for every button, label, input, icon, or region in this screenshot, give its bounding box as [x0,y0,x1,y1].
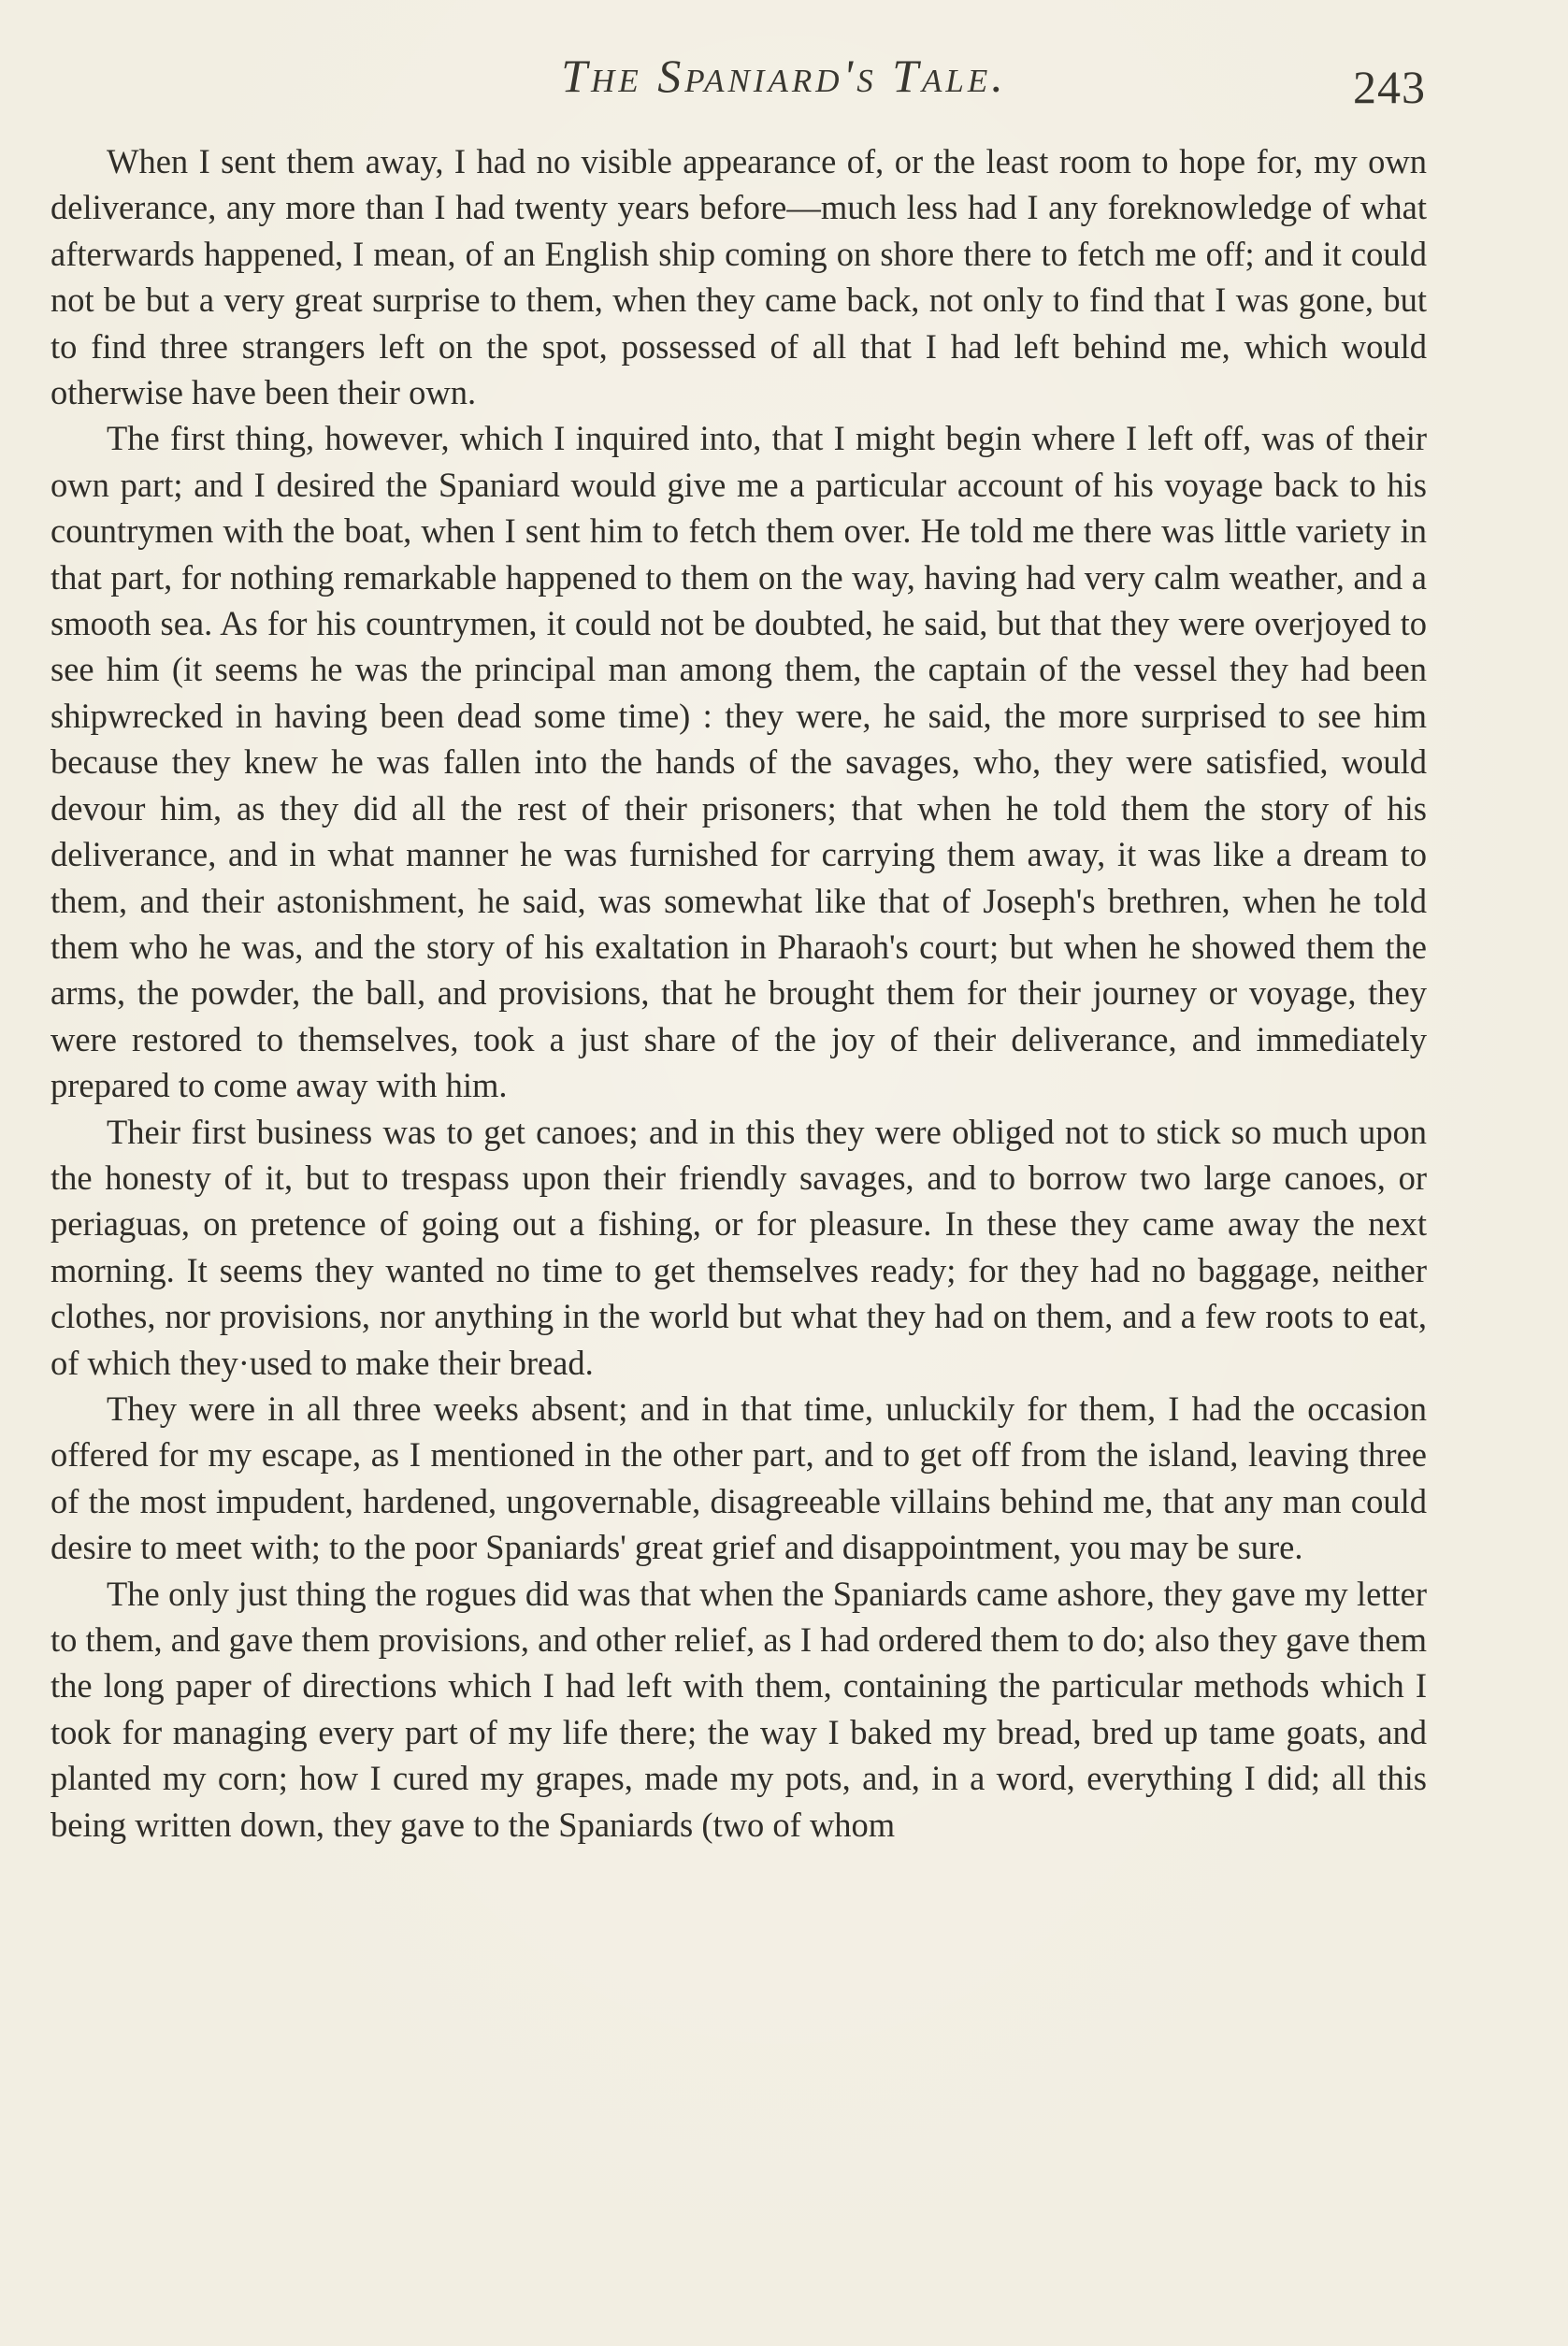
running-head [0,49,1568,114]
paragraph-5: The only just thing the rogues did was that when the Spaniards came ashore, they gave my letter to them, and gave them provisions, and other relief, as I had ordered them to do; also they gave them the long paper of directions which I had left with them, containing the particular methods which I took for managing every part of my life there; the way I baked my bread, bred up tame goats, and planted my corn; how I cured my grapes, made my pots, and, in a word, everything I did; all this being written down, they gave to the Spaniards (two of whom [50,1574,1427,1844]
paragraph-1: When I sent them away, I had no visible appearance of, or the least room to hope for, my own deliverance, any more than I had twenty years before—much less had I any foreknowledge of what afterwards happened, I mean, of an English ship coming on shore there to fetch me off; and it could not be but a very great surprise to them, when they came back, not only to find that I was gone, but to find three strangers left on the spot, possessed of all that I had left behind me, which would otherwise have been their own. [50,142,1427,412]
page-number: 243 [1353,61,1426,113]
body-text [50,138,1427,1848]
paragraph-3: Their first business was to get canoes; and in this they were obliged not to stick so much upon the honesty of it, but to trespass upon their friendly savages, and to borrow two large canoes, or periaguas, on pretence of going out a fishing, or for pleasure. In these they came away the next morning. It seems they wanted no time to get themselves ready; for they had no baggage, neither clothes, nor provisions, nor anything in the world but what they had on them, and a few roots to eat, of which they·used to make their bread. [50,1112,1427,1382]
paragraph-2: The first thing, however, which I inquired into, that I might begin where I left off, was of their own part; and I desired the Spaniard would give me a particular account of his voyage back to his countrymen with the boat, when I sent him to fetch them over. He told me there was little variety in that part, for nothing remarkable happened to them on the way, having had very calm weather, and a smooth sea. As for his countrymen, it could not be doubted, he said, but that they were overjoyed to see him (it seems he was the principal man among them, the captain of the vessel they had been shipwrecked in having been dead some time) : they were, he said, the more surprised to see him because they knew he was fallen into the hands of the savages, who, they were satisfied, would devour him, as they did all the rest of their prisoners; that when he told them the story of his deliverance, and in what manner he was furnished for carrying them away, it was like a dream to them, and their astonishment, he said, was somewhat like that of Joseph's brethren, when he told them who he was, and the story of his exaltation in Pharaoh's court; but when he showed them the arms, the powder, the ball, and provisions, that he brought them for their journey or voyage, they were restored to themselves, took a just share of the joy of their deliverance, and immediately prepared to come away with him. [50,419,1427,1105]
running-head-title: The Spaniard's Tale. [561,50,1007,102]
paragraph-4: They were in all three weeks absent; and in that time, unluckily for them, I had the occasion offered for my escape, as I mentioned in the other part, and to get off from the island, leaving three of the most impudent, hardened, ungovernable, disagreeable villains behind me, that any man could desire to meet with; to the poor Spaniards' great grief and disappointment, you may be sure. [50,1389,1427,1567]
